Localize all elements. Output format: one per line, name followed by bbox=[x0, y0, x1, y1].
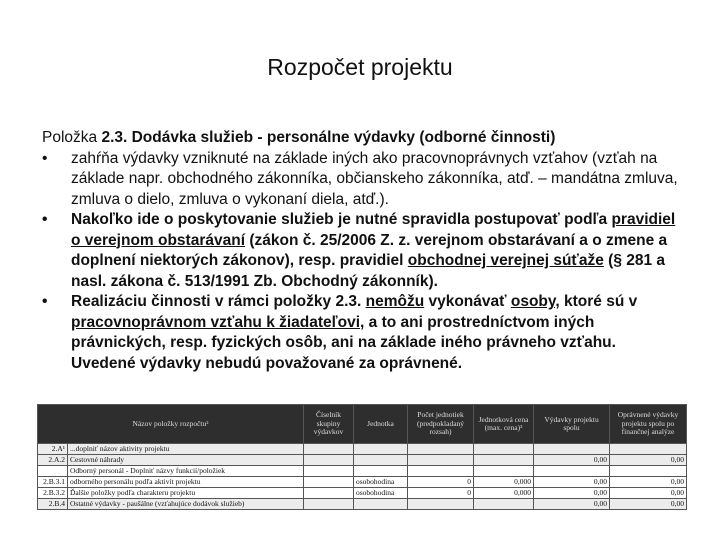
bullet-1-text: zahŕňa výdavky vzniknuté na základe iných ako pracovnoprávnych vzťahov (vzťah na základe napr. obchodného zákonníka, občianskeho zákonníka, atď. – mandátna zmluva, zmluva o dielo, zmluva o vykonaní diela, atď.). bbox=[71, 149, 678, 208]
bullet-3-part-3: vykonávať bbox=[424, 293, 511, 310]
row-count bbox=[408, 455, 474, 466]
header-total: Výdavky projektu spolu bbox=[534, 405, 610, 444]
row-total: 0,00 bbox=[534, 499, 610, 510]
row-name: Ostatné výdavky - paušálne (vzťahujúce dodávok služieb) bbox=[68, 499, 304, 510]
row-group bbox=[304, 477, 354, 488]
bullet-item-3 bbox=[42, 292, 682, 374]
table-row bbox=[38, 455, 687, 466]
table-row bbox=[38, 488, 687, 499]
header-eligible: Oprávnené výdavky projektu spolu po finančnej analýze bbox=[610, 405, 687, 444]
row-name: ...doplniť názov aktivity projektu bbox=[68, 444, 304, 455]
row-count bbox=[408, 466, 474, 477]
header-unit: Jednotka bbox=[354, 405, 408, 444]
bullet-3-part-1: Realizáciu činnosti v rámci položky 2.3. bbox=[71, 293, 366, 310]
row-unit bbox=[354, 455, 408, 466]
lead-prefix: Položka bbox=[42, 129, 102, 146]
row-total bbox=[534, 466, 610, 477]
table-row bbox=[38, 477, 687, 488]
budget-table bbox=[37, 404, 687, 510]
row-code: 2.B.4 bbox=[38, 499, 68, 510]
bullet-2-link-procurement: pravidiel o verejnom obstarávaní bbox=[71, 211, 676, 249]
row-total: 0,00 bbox=[534, 477, 610, 488]
table-row bbox=[38, 466, 687, 477]
row-price bbox=[474, 466, 534, 477]
row-unit bbox=[354, 499, 408, 510]
bullet-2-link-competition: obchodnej verejnej súťaže bbox=[407, 252, 604, 269]
row-total bbox=[534, 444, 610, 455]
row-group bbox=[304, 488, 354, 499]
row-unit: osobohodina bbox=[354, 477, 408, 488]
bullet-3-part-7: , a to ani prostredníctvom iných právnických, resp. fyzických osôb, ani na základe iného právneho vzťahu. Uvedené výdavky nebudú považované za oprávnené. bbox=[71, 313, 616, 372]
row-eligible: 0,00 bbox=[610, 477, 687, 488]
row-count: 0 bbox=[408, 477, 474, 488]
row-count bbox=[408, 444, 474, 455]
lead-line bbox=[42, 128, 682, 149]
row-group bbox=[304, 466, 354, 477]
row-price: 0,000 bbox=[474, 477, 534, 488]
row-unit bbox=[354, 466, 408, 477]
row-unit: osobohodina bbox=[354, 488, 408, 499]
row-code: 2.A¹ bbox=[38, 444, 68, 455]
row-group bbox=[304, 444, 354, 455]
row-price bbox=[474, 444, 534, 455]
row-count: 0 bbox=[408, 488, 474, 499]
slide-title: Rozpočet projektu bbox=[267, 54, 453, 80]
table-header-row bbox=[38, 405, 687, 444]
row-count bbox=[408, 499, 474, 510]
row-eligible bbox=[610, 444, 687, 455]
bullet-3-emph-osoby: osoby, bbox=[510, 293, 560, 310]
row-group bbox=[304, 455, 354, 466]
row-name: Cestovné náhrady bbox=[68, 455, 304, 466]
bullet-list bbox=[42, 149, 682, 375]
row-eligible: 0,00 bbox=[610, 455, 687, 466]
row-price bbox=[474, 455, 534, 466]
row-price bbox=[474, 499, 534, 510]
row-total: 0,00 bbox=[534, 455, 610, 466]
row-group bbox=[304, 499, 354, 510]
row-name: Ďalšie položky podľa charakteru projektu bbox=[68, 488, 304, 499]
lead-bold: 2.3. Dodávka služieb - personálne výdavky (odborné činnosti) bbox=[101, 129, 556, 146]
row-code: 2.A.2 bbox=[38, 455, 68, 466]
header-name: Názov položky rozpočtu² bbox=[38, 405, 304, 444]
bullet-item-2 bbox=[42, 210, 682, 292]
bullet-2-part-4: (zákon č. 25/2006 Z. z. verejnom obstarávaní a o zmene a doplnení niektorých zákonov), resp. pravidiel bbox=[71, 231, 668, 269]
row-code: 2.B.3.1 bbox=[38, 477, 68, 488]
row-name: Odborný personál - Doplniť názvy funkcií/položiek bbox=[68, 466, 304, 477]
row-eligible: 0,00 bbox=[610, 488, 687, 499]
row-code bbox=[38, 466, 68, 477]
bullet-2-part-2: nutné spravidla postupovať podľa bbox=[355, 211, 612, 228]
row-total: 0,00 bbox=[534, 488, 610, 499]
bullet-3-emph-nemozu: nemôžu bbox=[365, 293, 425, 310]
bullet-3-emph-relation: pracovnoprávnom vzťahu k žiadateľovi bbox=[71, 313, 361, 331]
row-price: 0,000 bbox=[474, 488, 534, 499]
bullet-2-part-1: Nakoľko ide o poskytovanie služieb je bbox=[71, 211, 356, 228]
bullet-3-part-5: ktoré sú v bbox=[559, 293, 638, 310]
bullet-item-1 bbox=[42, 149, 682, 211]
slide-body bbox=[42, 128, 682, 374]
row-eligible bbox=[610, 466, 687, 477]
bullet-2-part-6: (§ 281 a nasl. zákona č. 513/1991 Zb. Obchodný zákonník). bbox=[71, 252, 666, 290]
row-unit bbox=[354, 444, 408, 455]
header-group: Číselník skupiny výdavkov bbox=[304, 405, 354, 444]
header-price: Jednotková cena (max. cena)³ bbox=[474, 405, 534, 444]
table-row bbox=[38, 444, 687, 455]
table-row bbox=[38, 499, 687, 510]
row-code: 2.B.3.2 bbox=[38, 488, 68, 499]
header-count: Počet jednotiek (predpokladaný rozsah) bbox=[408, 405, 474, 444]
row-name: odborného personálu podľa aktivít projektu bbox=[68, 477, 304, 488]
row-eligible: 0,00 bbox=[610, 499, 687, 510]
